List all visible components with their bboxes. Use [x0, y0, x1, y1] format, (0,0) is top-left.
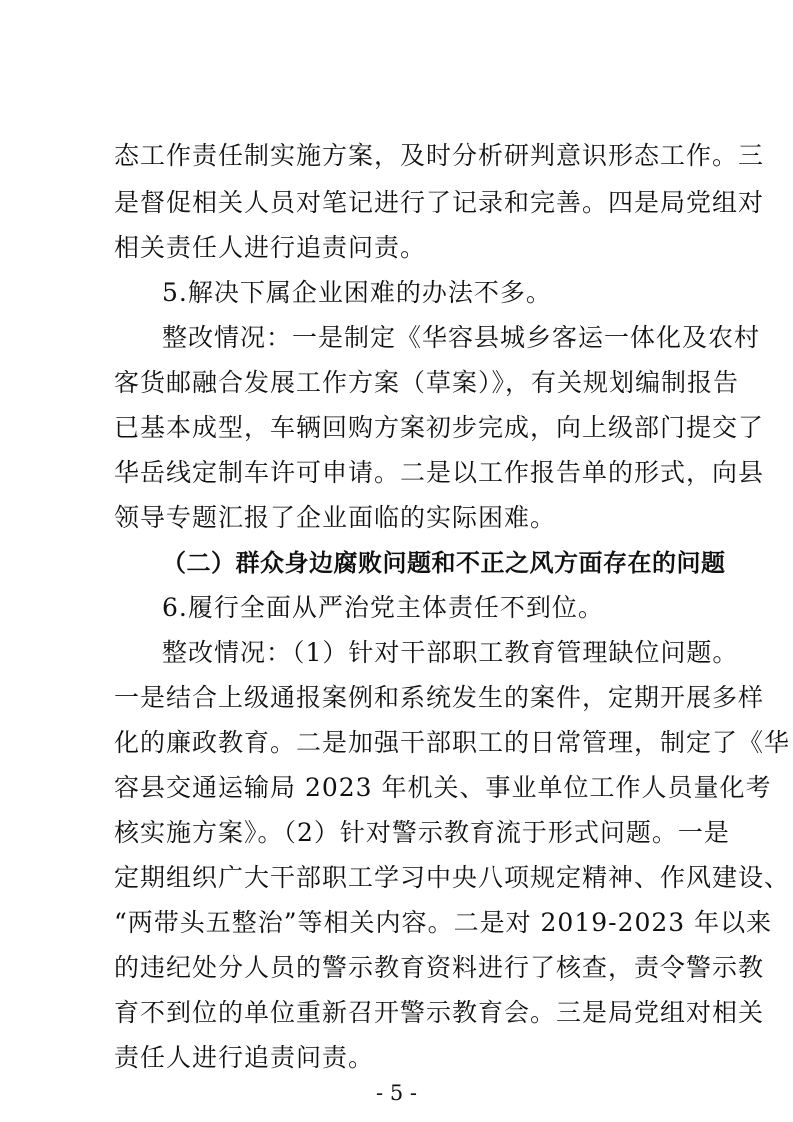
paragraph-line: 化的廉政教育。二是加强干部职工的日常管理，制定了《华: [114, 728, 791, 757]
paragraph-line: 客货邮融合发展工作方案（草案）》，有关规划编制报告: [114, 368, 740, 397]
paragraph-line: 态工作责任制实施方案，及时分析研判意识形态工作。三: [114, 141, 765, 170]
paragraph-line: 已基本成型，车辆回购方案初步完成，向上级部门提交了: [114, 413, 765, 442]
paragraph-line: 容县交通运输局 2023 年机关、事业单位工作人员量化考: [114, 773, 772, 802]
paragraph-line: 整改情况：（1）针对干部职工教育管理缺位问题。: [162, 638, 739, 667]
paragraph-line: 的违纪处分人员的警示教育资料进行了核查，责令警示教: [114, 953, 765, 982]
paragraph-line: 华岳线定制车许可申请。二是以工作报告单的形式，向县: [114, 458, 765, 487]
page-number: - 5 -: [376, 1081, 417, 1105]
paragraph-line: 责任人进行追责问责。: [114, 1043, 375, 1072]
paragraph-line: “两带头五整治”等相关内容。二是对 2019-2023 年以来: [114, 908, 773, 937]
paragraph-line: 整改情况：一是制定《华容县城乡客运一体化及农村: [162, 323, 761, 352]
paragraph-line: 核实施方案》。（2）针对警示教育流于形式问题。一是: [114, 818, 730, 847]
paragraph-line: 一是结合上级通报案例和系统发生的案件，定期开展多样: [114, 683, 765, 712]
paragraph-line: 领导专题汇报了企业面临的实际困难。: [114, 503, 557, 532]
paragraph-line: 相关责任人进行追责问责。: [114, 233, 427, 262]
paragraph-line: 是督促相关人员对笔记进行了记录和完善。四是局党组对: [114, 188, 765, 217]
paragraph-line: 定期组织广大干部职工学习中央八项规定精神、作风建设、: [114, 863, 791, 892]
section-heading: （二）群众身边腐败问题和不正之风方面存在的问题: [162, 549, 726, 577]
paragraph-line: 育不到位的单位重新召开警示教育会。三是局党组对相关: [114, 998, 765, 1027]
section-item-title: 6.履行全面从严治党主体责任不到位。: [162, 593, 604, 622]
section-item-title: 5.解决下属企业困难的办法不多。: [162, 278, 552, 307]
